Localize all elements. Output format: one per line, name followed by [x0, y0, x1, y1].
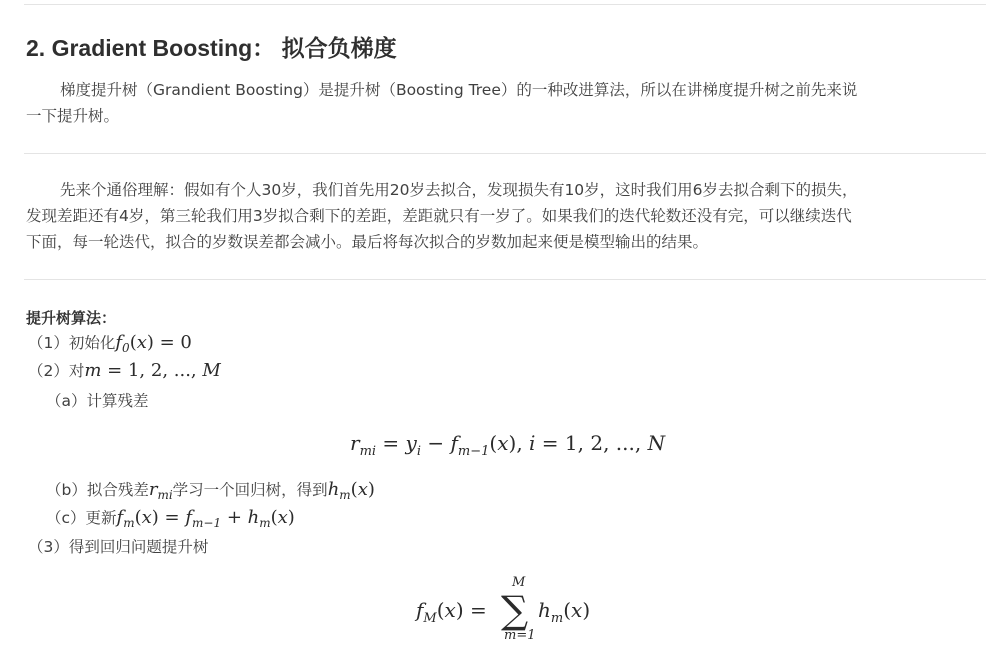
- formula-final-lhs: $f_M(x)$ =: [416, 598, 487, 626]
- divider-1: [24, 153, 986, 154]
- step-3-label: （3）得到回归问题提升树: [28, 538, 209, 556]
- formula-residual: $r_{mi} = y_i - f_{m-1}(x)$, i = 1, 2, ..., N: [350, 431, 666, 459]
- analogy-line-1: 先来个通俗理解：假如有个人30岁，我们首先用20岁去拟合，发现损失有10岁，这时我们用6岁去拟合剩下的损失，: [60, 181, 858, 199]
- formula-loop: m = 1, 2, ..., M: [84, 360, 221, 381]
- analogy-line-2: 发现差距还有4岁，第三轮我们用3岁拟合剩下的差距，差距就只有一岁了。如果我们的迭代轮数还没有完，可以继续迭代: [26, 207, 852, 225]
- step-3: [28, 535, 208, 559]
- step-1: [28, 331, 192, 355]
- sum-upper-limit: M: [512, 575, 526, 590]
- step-2-label: （2）对: [28, 362, 85, 380]
- step-c: [46, 506, 295, 530]
- step-1-label: （1）初始化: [28, 334, 116, 352]
- sum-symbol: ∑: [501, 588, 529, 632]
- sum-lower-limit: m=1: [504, 628, 536, 643]
- step-2: [28, 359, 221, 383]
- algorithm-title: 提升树算法：: [26, 309, 117, 327]
- analogy-line-3: 下面，每一轮迭代，拟合的岁数误差都会减小。最后将每次拟合的岁数加起来便是模型输出的结果。: [26, 233, 709, 251]
- top-divider: [24, 4, 986, 5]
- formula-update: $f_m(x) = f_{m-1} + h_m(x)$: [116, 507, 295, 530]
- formula-rmi: $r_{mi}$: [148, 479, 173, 502]
- step-b: [46, 478, 375, 502]
- formula-final-rhs: $h_m(x)$: [538, 598, 591, 626]
- step-a: [46, 389, 149, 413]
- section-heading: [26, 30, 397, 63]
- formula-hm: $h_m(x)$: [327, 479, 375, 502]
- intro-line-2: 一下提升树。: [26, 107, 120, 125]
- divider-2: [24, 279, 986, 280]
- intro-paragraph: [26, 77, 984, 129]
- step-c-label: （c）更新: [46, 509, 117, 527]
- analogy-paragraph: [26, 177, 984, 255]
- step-b-label: （b）拟合残差: [46, 481, 149, 499]
- formula-init: $f_0(x) = 0$: [115, 332, 192, 355]
- step-b-mid: 学习一个回归树，得到: [172, 481, 328, 499]
- step-a-label: （a）计算残差: [46, 392, 149, 410]
- intro-line-1: 梯度提升树（Grandient Boosting）是提升树（Boosting Tree）的一种改进算法，所以在讲梯度提升树之前先来说: [60, 81, 858, 99]
- heading-title: 2. Gradient Boosting：: [26, 35, 276, 61]
- heading-subtitle: 拟合负梯度: [281, 36, 397, 62]
